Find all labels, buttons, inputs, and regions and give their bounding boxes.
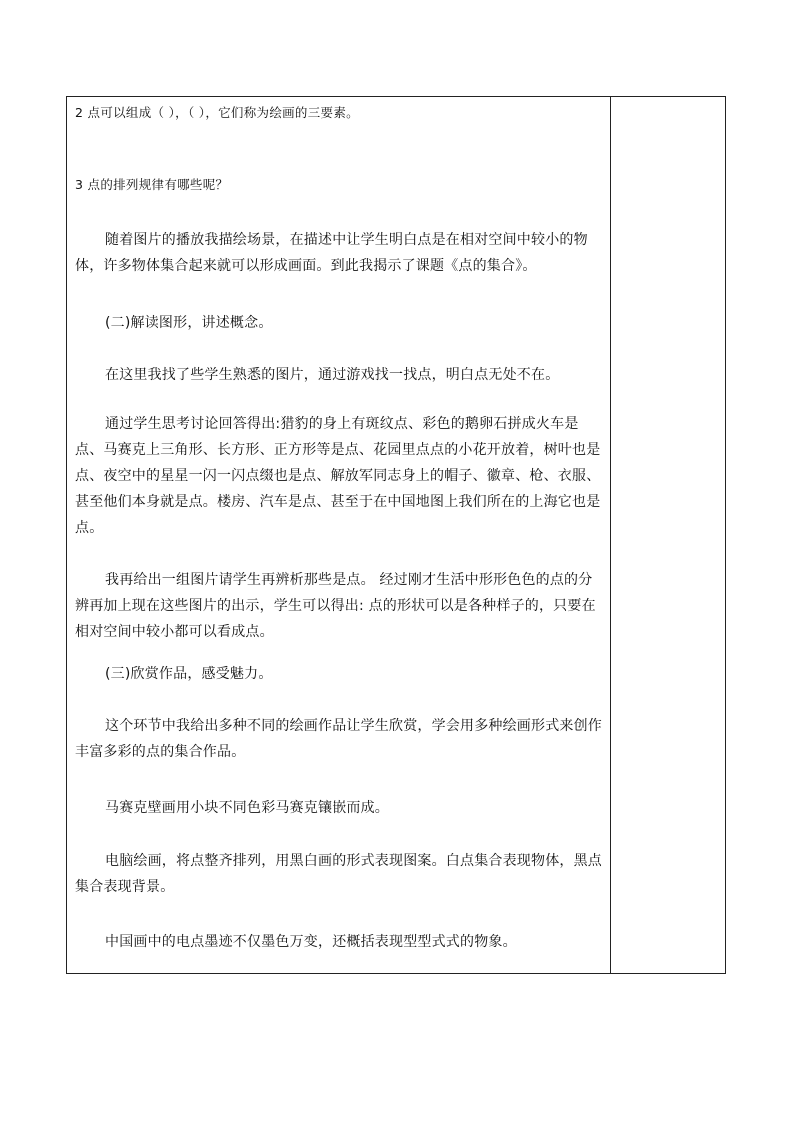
paragraph-appreciation: 这个环节中我给出多种不同的绘画作品让学生欣赏，学会用多种绘画形式来创作丰富多彩的点的集合作品。 (75, 718, 602, 760)
paragraph-discussion: 通过学生思考讨论回答得出:猎豹的身上有斑纹点、彩色的鹅卵石拼成火车是点、马赛克上三角形、长方形、正方形等是点、花园里点点的小花开放着，树叶也是点、夜空中的星星一闪一闪点缀也是点、解放军同志身上的帽子、徽章、枪、衣服、甚至他们本身就是点。楼房、汽车是点、甚至于在中国地图上我们所在的上海它也是点。 (75, 416, 601, 536)
paragraph-chinese-painting: 中国画中的电点墨迹不仅墨色万变，还概括表现型型式式的物象。 (105, 934, 517, 950)
lesson-table (66, 96, 726, 974)
paragraph-find-points: 在这里我找了些学生熟悉的图片，通过游戏找一找点，明白点无处不在。 (105, 367, 560, 383)
section-heading-2: (二)解读图形，讲述概念。 (105, 315, 273, 331)
question-2: 2 点可以组成（ ），（ ），它们称为绘画的三要素。 (75, 105, 359, 120)
paragraph-mosaic: 马赛克壁画用小块不同色彩马赛克镶嵌而成。 (105, 800, 389, 816)
notes-cell (611, 97, 725, 973)
paragraph-identify: 我再给出一组图片请学生再辨析那些是点。 经过刚才生活中形形色色的点的分辨再加上现在这些图片的出示，学生可以得出: 点的形状可以是各种样子的，只要在相对空间中较小都可以看成点。 (75, 572, 596, 640)
section-heading-3: (三)欣赏作品，感受魅力。 (105, 666, 273, 682)
paragraph-intro: 随着图片的播放我描绘场景，在描述中让学生明白点是在相对空间中较小的物体，许多物体集合起来就可以形成画面。到此我揭示了课题《点的集合》。 (75, 232, 588, 274)
content-cell (67, 97, 610, 973)
question-3: 3 点的排列规律有哪些呢？ (75, 177, 229, 192)
paragraph-computer-art: 电脑绘画，将点整齐排列，用黑白画的形式表现图案。白点集合表现物体，黑点集合表现背景。 (75, 853, 602, 895)
